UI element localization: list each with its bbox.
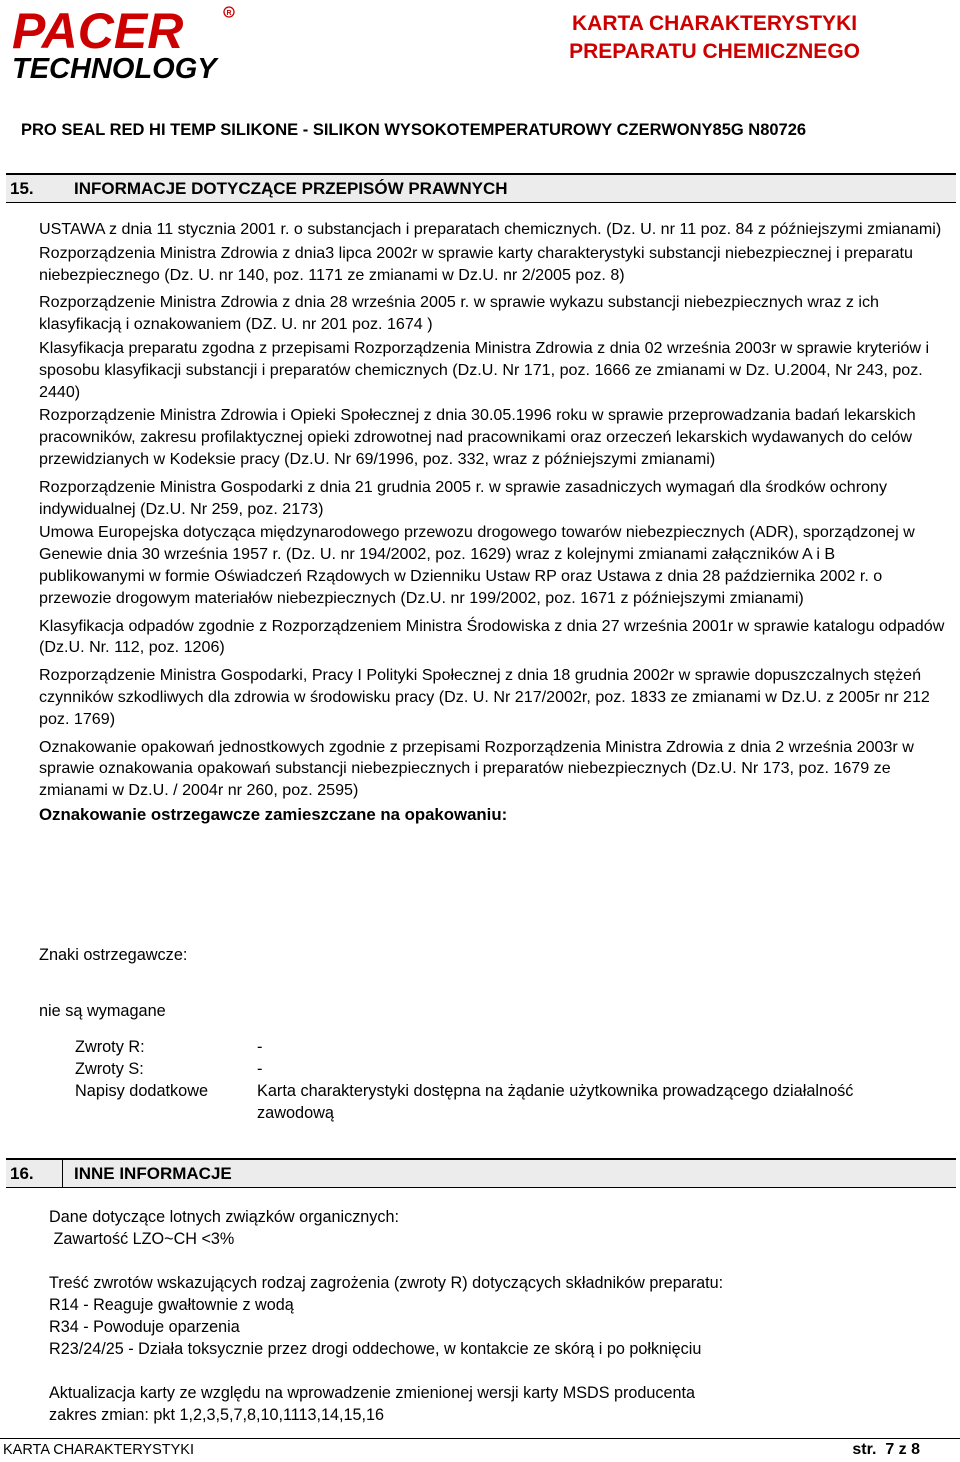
additional-label: Napisy dodatkowe xyxy=(75,1082,209,1100)
regulation-paragraph: Rozporządzenia Ministra Zdrowia z dnia3 lipca 2002r w sprawie karty charakterystyki substancji niebezpiecznej i preparatu niebezpiecznego (Dz. U. nr 140, poz. 1171 ze zmianami w Dz.U. nr 2/2005 poz. 8) xyxy=(39,243,913,284)
document-title xyxy=(569,10,860,66)
warning-signs-label: Znaki ostrzegawcze: xyxy=(39,946,188,964)
section-16-title: INNE INFORMACJE xyxy=(74,1164,232,1183)
r-phrases-label: Zwroty R: xyxy=(75,1038,145,1056)
document-title-line1: KARTA CHARAKTERYSTYKI xyxy=(572,12,858,35)
voc-value: Zawartość LZO~CH <3% xyxy=(49,1230,235,1248)
s-phrases-label: Zwroty S: xyxy=(75,1060,144,1078)
additional-value: Karta charakterystyki dostępna na żądanie użytkownika prowadzącego działalność zawodową xyxy=(257,1082,854,1122)
r-phrases-intro: Treść zwrotów wskazujących rodzaj zagrożenia (zwroty R) dotyczących składników preparatu: xyxy=(49,1274,724,1292)
regulation-paragraph: Umowa Europejska dotycząca międzynarodowego przewozu drogowego towarów niebezpiecznych (ADR), sporządzonej w Genewie dnia 30 września 1957 r. (Dz. U. nr 194/2002, poz. 1629) wraz z kolejnymi zmianami załączników A i B publikowanymi w formie Oświadczeń Rządowych w Dzienniku Ustaw RP oraz Ustawa z dnia 28 października 2002 r. o przewozie drogowym materiałów niebezpiecznych (Dz.U. nr 199/2002, poz. 1671 z późniejszymi zmianami) xyxy=(39,523,915,607)
section-16-divider xyxy=(62,1160,63,1187)
footer-page-number: str. 7 z 8 xyxy=(852,1441,920,1458)
section-16-body xyxy=(49,1206,909,1426)
voc-label: Dane dotyczące lotnych związków organicznych: xyxy=(49,1208,399,1226)
update-note: Aktualizacja karty ze względu na wprowadzenie zmienionej wersji karty MSDS producenta xyxy=(49,1384,695,1402)
r-phrase-item: R34 - Powoduje oparzenia xyxy=(49,1318,240,1336)
footer-rule xyxy=(0,1438,960,1439)
section-15-body xyxy=(39,219,945,832)
s-phrases-value: - xyxy=(257,1060,263,1078)
changes-scope: zakres zmian: pkt 1,2,3,5,7,8,10,1113,14,15,16 xyxy=(49,1406,385,1424)
spacer xyxy=(49,1250,909,1272)
r-phrase-item: R14 - Reaguje gwałtownie z wodą xyxy=(49,1296,294,1314)
section-15-header xyxy=(6,173,956,203)
labeling-heading: Oznakowanie ostrzegawcze zamieszczane na opakowaniu: xyxy=(39,804,508,824)
section-15-number: 15. xyxy=(10,179,34,198)
pacer-technology-logo xyxy=(8,4,238,84)
r-phrase-item: R23/24/25 - Działa toksycznie przez drogi oddechowe, w kontakcie ze skórą i po połknięciu xyxy=(49,1340,702,1358)
regulation-paragraph: Rozporządzenie Ministra Zdrowia z dnia 28 września 2005 r. w sprawie wykazu substancji niebezpiecznych wraz z ich klasyfikacją i oznakowaniem (DZ. U. nr 201 poz. 1674 ) xyxy=(39,293,879,334)
logo-top-text: PACER xyxy=(12,4,184,59)
regulation-paragraph: Rozporządzenie Ministra Gospodarki, Pracy I Polityki Społecznej z dnia 18 grudnia 2002r w sprawie dopuszczalnych stężeń czynników szkodliwych dla zdrowia w środowisku pracy (Dz. U. Nr 217/2002r, poz. 1833 ze zmianami w Dz.U. z 2005r nr 212 poz. 1769) xyxy=(39,666,930,728)
document-title-line2: PREPARATU CHEMICZNEGO xyxy=(569,40,860,63)
regulation-paragraph: Oznakowanie opakowań jednostkowych zgodnie z przepisami Rozporządzenia Ministra Zdrowia z dnia 2 września 2003r w sprawie oznakowania opakowań substancji niebezpiecznych i preparatów niebezpiecznych (Dz.U. Nr 173, poz. 1679 ze zmianami w Dz.U. / 2004r nr 260, poz. 2595) xyxy=(39,737,914,800)
logo-graphic xyxy=(8,4,238,84)
regulation-paragraph: USTAWA z dnia 11 stycznia 2001 r. o substancjach i preparatach chemicznych. (Dz. U. nr 11 poz. 84 z późniejszymi zmianami) xyxy=(39,220,942,238)
product-name: PRO SEAL RED HI TEMP SILIKONE - SILIKON WYSOKOTEMPERATUROWY CZERWONY85G N80726 xyxy=(21,121,807,139)
section-15-title: INFORMACJE DOTYCZĄCE PRZEPISÓW PRAWNYCH xyxy=(74,179,508,198)
regulation-paragraph: Rozporządzenie Ministra Zdrowia i Opieki Społecznej z dnia 30.05.1996 roku w sprawie przeprowadzania badań lekarskich pracowników, zakresu profilaktycznej opieki zdrowotnej nad pracownikami oraz orzeczeń lekarskich wydawanych do celów przewidzianych w Kodeksie pracy (Dz.U. Nr 69/1996, poz. 332, wraz z późniejszymi zmianami) xyxy=(39,406,916,468)
registered-mark: R xyxy=(226,10,232,17)
regulation-paragraph: Klasyfikacja preparatu zgodna z przepisami Rozporządzenia Ministra Zdrowia z dnia 02 września 2003r w sprawie kryteriów i sposobu klasyfikacji substancji i preparatów chemicznych (Dz.U. Nr 171, poz. 1666 ze zmianami w Dz. U.2004, Nr 243, poz. 2440) xyxy=(39,338,930,401)
logo-bottom-text: TECHNOLOGY xyxy=(12,53,217,84)
spacer xyxy=(49,1360,909,1382)
regulation-paragraph: Klasyfikacja odpadów zgodnie z Rozporządzeniem Ministra Środowiska z dnia 27 września 2001r w sprawie katalogu odpadów (Dz.U. Nr. 112, poz. 1206) xyxy=(39,616,945,657)
footer-document-name: KARTA CHARAKTERYSTYKI xyxy=(3,1442,194,1458)
section-16-header xyxy=(6,1158,956,1188)
not-required-text: nie są wymagane xyxy=(39,1002,166,1020)
section-16-number: 16. xyxy=(10,1164,34,1183)
regulation-paragraph: Rozporządzenie Ministra Gospodarki z dnia 21 grudnia 2005 r. w sprawie zasadniczych wymagań dla środków ochrony indywidualnej (Dz.U. Nr 259, poz. 2173) xyxy=(39,477,888,518)
r-phrases-value: - xyxy=(257,1038,263,1056)
